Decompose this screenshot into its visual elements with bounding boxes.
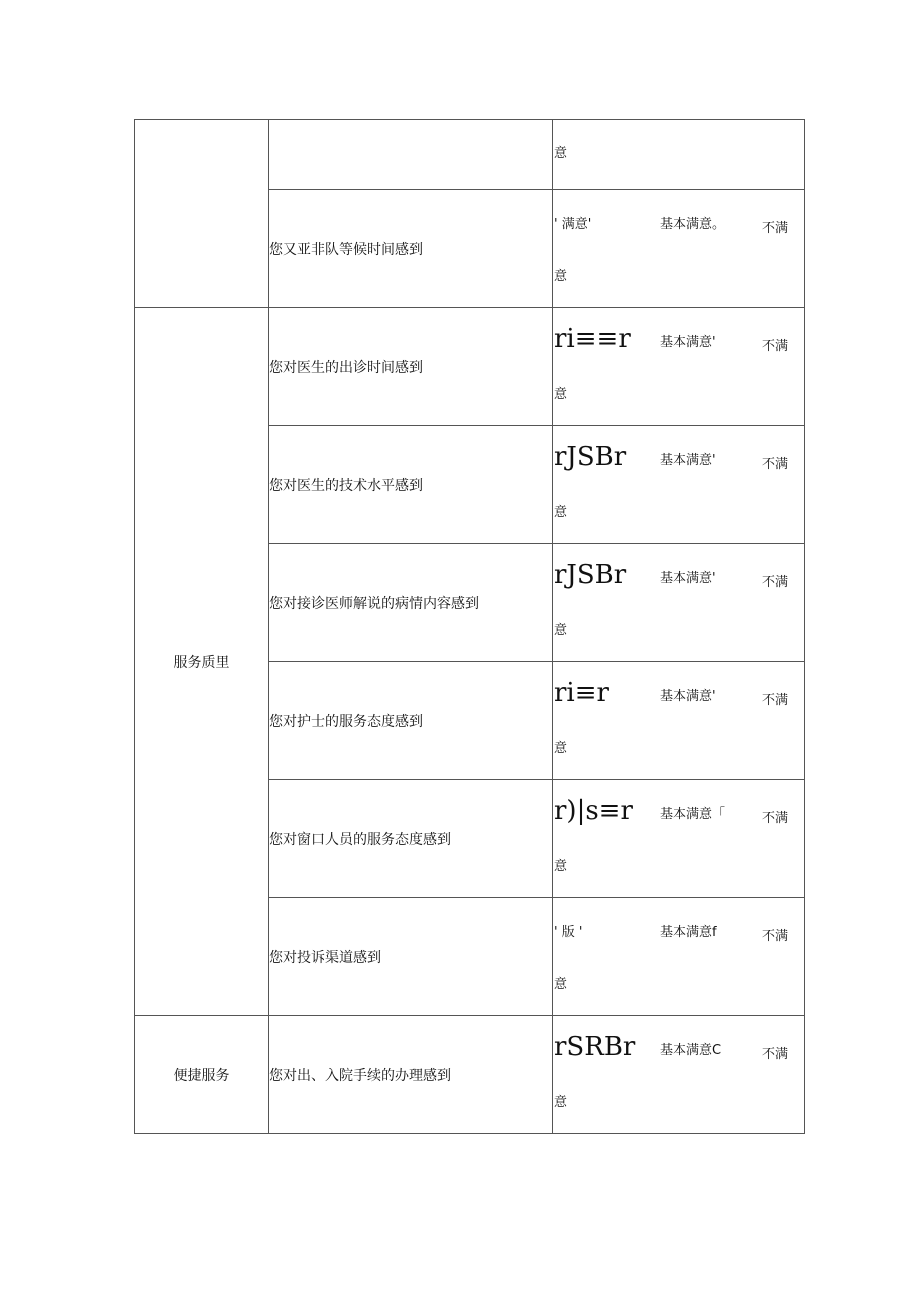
option-unsatisfied: 不满 (762, 693, 789, 708)
table-row (135, 308, 805, 426)
question-cell: 您对接诊医师解说的病情内容感到 (269, 544, 553, 662)
option-unsatisfied: 不满 (762, 339, 789, 354)
question-cell: 您对出、入院手续的办理感到 (269, 1016, 553, 1134)
table-row (135, 120, 805, 190)
option-basically-satisfied: 基本满意「 (660, 807, 726, 822)
options-cell (553, 120, 805, 190)
option-satisfied: r)|s≡r (554, 796, 633, 826)
option-basically-satisfied: 基本满意' (660, 453, 716, 468)
option-unsatisfied-suffix: 意 (554, 1095, 568, 1110)
option-basically-satisfied: 基本满意C (660, 1043, 722, 1058)
table-row (135, 1016, 805, 1134)
options-cell (553, 544, 805, 662)
options-cell (553, 898, 805, 1016)
question-cell: 您对投诉渠道感到 (269, 898, 553, 1016)
option-unsatisfied-suffix: 意 (554, 269, 568, 284)
option-basically-satisfied: 基本满意' (660, 571, 716, 586)
option-unsatisfied-suffix: 意 (554, 146, 568, 161)
options-cell (553, 780, 805, 898)
satisfaction-survey-table (134, 119, 805, 1134)
option-unsatisfied-suffix: 意 (554, 505, 568, 520)
option-unsatisfied-suffix: 意 (554, 623, 568, 638)
option-satisfied: ri≡≡r (554, 324, 631, 354)
category-cell: 服务质里 (135, 308, 269, 1016)
option-satisfied: rSRBr (554, 1032, 636, 1062)
category-cell: 便捷服务 (135, 1016, 269, 1134)
option-unsatisfied-suffix: 意 (554, 387, 568, 402)
option-unsatisfied: 不满 (762, 221, 789, 236)
option-basically-satisfied: 基本满意' (660, 689, 716, 704)
options-cell (553, 190, 805, 308)
option-satisfied: ' 满意' (554, 217, 592, 232)
option-unsatisfied: 不满 (762, 457, 789, 472)
option-basically-satisfied: 基本满意' (660, 335, 716, 350)
question-cell: 您对窗口人员的服务态度感到 (269, 780, 553, 898)
option-satisfied: ' 版 ' (554, 925, 583, 940)
category-cell-empty (135, 120, 269, 308)
option-satisfied: rJSBr (554, 442, 627, 472)
options-cell (553, 1016, 805, 1134)
options-cell (553, 426, 805, 544)
question-cell: 您对医生的出诊时间感到 (269, 308, 553, 426)
question-cell (269, 120, 553, 190)
option-unsatisfied-suffix: 意 (554, 859, 568, 874)
option-unsatisfied-suffix: 意 (554, 977, 568, 992)
option-unsatisfied-suffix: 意 (554, 741, 568, 756)
option-satisfied: rJSBr (554, 560, 627, 590)
options-cell (553, 308, 805, 426)
option-basically-satisfied: 基本满意f (660, 925, 717, 940)
option-unsatisfied: 不满 (762, 811, 789, 826)
option-unsatisfied: 不满 (762, 575, 789, 590)
option-unsatisfied: 不满 (762, 1047, 789, 1062)
option-basically-satisfied: 基本满意。 (660, 217, 726, 232)
options-cell (553, 662, 805, 780)
option-satisfied: ri≡r (554, 678, 609, 708)
question-cell: 您对医生的技术水平感到 (269, 426, 553, 544)
question-cell: 您又亚非队等候时间感到 (269, 190, 553, 308)
option-unsatisfied: 不满 (762, 929, 789, 944)
question-cell: 您对护士的服务态度感到 (269, 662, 553, 780)
